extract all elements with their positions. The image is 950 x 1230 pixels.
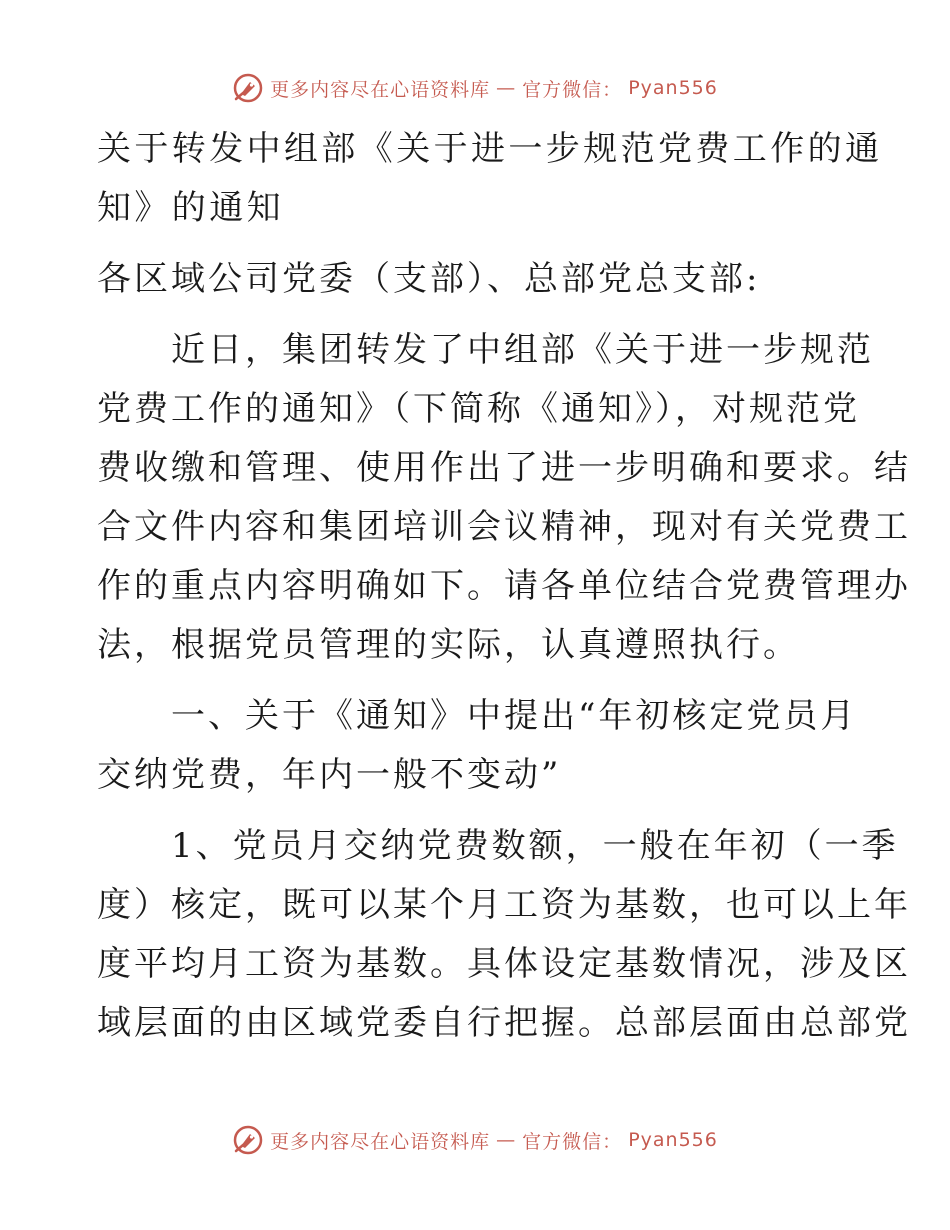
watermark-handle: Pyan556 <box>628 1129 718 1151</box>
document-body <box>97 120 911 1053</box>
pen-nib-circle-icon <box>232 1124 264 1156</box>
watermark-handle: Pyan556 <box>628 77 718 99</box>
footer-watermark <box>0 1124 950 1156</box>
watermark-contact: 官方微信： <box>522 78 623 101</box>
watermark-dash: — <box>496 77 517 99</box>
section-heading-line: 一、关于《通知》中提出“年初核定党员月 <box>97 696 858 736</box>
paragraph-line: 作的重点内容明确如下。请各单位结合党费管理办 <box>97 566 911 606</box>
item-line: 1、党员月交纳党费数额，一般在年初（一季 <box>97 826 899 866</box>
document-title-line-2: 知》的通知 <box>97 188 284 228</box>
watermark-contact: 官方微信： <box>522 1130 623 1153</box>
salutation: 各区域公司党委（支部）、总部党总支部: <box>97 259 761 299</box>
watermark-text: 更多内容尽在心语资料库 <box>270 1130 491 1153</box>
paragraph-line: 费收缴和管理、使用作出了进一步明确和要求。结 <box>97 448 911 488</box>
document-title-line-1: 关于转发中组部《关于进一步规范党费工作的通 <box>97 129 883 169</box>
item-line: 度）核定，既可以某个月工资为基数，也可以上年 <box>97 885 911 925</box>
watermark-dash: — <box>496 1129 517 1151</box>
section-heading-line: 交纳党费，年内一般不变动” <box>97 755 562 795</box>
paragraph-line: 合文件内容和集团培训会议精神，现对有关党费工 <box>97 507 911 547</box>
pen-nib-circle-icon <box>232 72 264 104</box>
paragraph-line: 党费工作的通知》（下简称《通知》），对规范党 <box>97 389 860 429</box>
item-line: 域层面的由区域党委自行把握。总部层面由总部党 <box>97 1003 911 1043</box>
paragraph-line: 近日，集团转发了中组部《关于进一步规范 <box>97 330 874 370</box>
watermark-text: 更多内容尽在心语资料库 <box>270 78 491 101</box>
header-watermark <box>0 72 950 104</box>
paragraph-line: 法，根据党员管理的实际，认真遵照执行。 <box>97 625 800 665</box>
item-line: 度平均月工资为基数。具体设定基数情况，涉及区 <box>97 944 911 984</box>
